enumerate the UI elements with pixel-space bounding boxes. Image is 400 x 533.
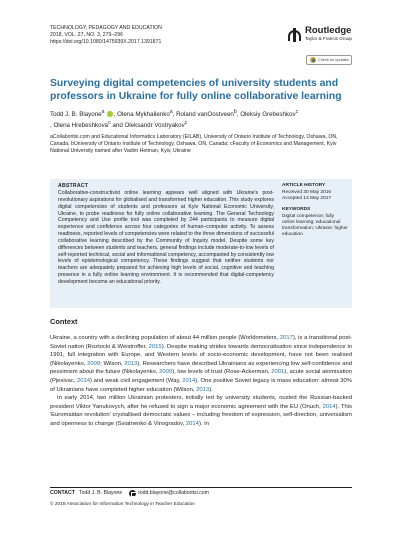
author-list (50, 108, 352, 130)
citation-link[interactable]: 2014 (185, 420, 199, 427)
keywords-heading: KEYWORDS (282, 207, 311, 213)
crossmark-icon (310, 57, 316, 63)
author-6-affil: c (184, 120, 188, 127)
citation-link[interactable]: 2009 (159, 369, 173, 376)
footer-divider (50, 487, 352, 488)
citation-link[interactable]: 2017 (279, 335, 293, 341)
author-1[interactable]: Todd J. B. Blayone (50, 111, 102, 119)
author-3[interactable]: , Roland vanOostveen (172, 111, 234, 119)
publisher-logo (287, 26, 352, 42)
article-history-heading: ARTICLE HISTORY (282, 183, 326, 188)
citation-link[interactable]: 2015 (148, 343, 162, 350)
paragraph-2: In early 2014, two million Ukrainian protesters, initially led by university students, ousted the Russian-backed president Viktor Yanukovych, after he refused to sign a major economic agreement with the EU (Onuch, 2014). This 'Euromaidan revolution' crystallised democratic values – including freedom of expression, self-direction, universalism and openness to change (Sviatnenko & Vinogradov, 2014). In (50, 395, 352, 427)
body-text (50, 334, 352, 429)
author-5-affil: c (108, 120, 111, 127)
publisher-name: Routledge (305, 25, 352, 36)
accepted-date: Accepted 13 May 2017 (282, 195, 332, 201)
affiliations: aCollaboritsi.com and Educational Informatics Laboratory (EILAB), University of Ontario Institute of Technology, Oshawa, ON, Canada; bUniversity of Ontario Institute of Technology, Oshawa, ON, Canada; cFaculty of Economics and Management, Kyiv National University named after Vadim Hetman, Kyiv, Ukraine (50, 134, 338, 154)
copyright-notice: © 2018 Association for Information Technology in Teacher Education (50, 502, 195, 507)
citation-link[interactable]: 2001 (271, 369, 285, 376)
citation-link[interactable]: 2014 (182, 377, 196, 384)
author-5[interactable]: , Olena Hrebeshkova (50, 122, 109, 130)
citation-link[interactable]: 2014 (322, 403, 336, 410)
doi-link[interactable]: https://doi.org/10.1080/1475939X.2017.1391871 (50, 39, 162, 45)
contact-name: Todd J. B. Blayone (78, 490, 123, 496)
citation-link[interactable]: 2013 (124, 360, 138, 367)
check-for-updates-button[interactable] (306, 55, 352, 65)
keywords-text: Digital competence; fully online learning; educational transformation; Ukraine; higher education (282, 213, 348, 238)
author-1-affil: a (101, 109, 105, 115)
abstract-panel (50, 179, 352, 308)
publisher-subtitle: Taylor & Francis Group (305, 36, 352, 41)
author-2-affil: a (169, 109, 173, 115)
journal-volume: 2018, VOL. 27, NO. 3, 279–296 (50, 32, 123, 38)
citation-link[interactable]: 2014 (77, 377, 91, 384)
article-meta-sidebar (282, 183, 348, 239)
author-6[interactable]: and Oleksandr Vostryakov (110, 122, 185, 130)
contact-label: CONTACT (50, 490, 75, 496)
section-heading-context: Context (50, 317, 78, 326)
abstract-heading: ABSTRACT (58, 183, 89, 189)
journal-header (50, 25, 260, 46)
contact-email[interactable]: todd.blayone@collaboritsi.com (138, 490, 209, 496)
paragraph-1: Ukraine, a country with a declining population of about 44 million people (Worldometers, 2017), is a transitional post-Soviet nation (Roztocki & Weistroffer, 2015). Despite making strides towards democratisation since independence in 1991, full integration with Europe, and Western levels of socio-economic development, have not been realised (Nikolayenko, 2009; Wilson, 2013). Researchers have described Ukrainians as experiencing low self-confidence and pessimism about the future (Nikolayenko, 2009), low levels of trust (Rose-Ackerman, 2001), acute social atomisation (Pjesivac, 2014) and weak civil engagement (Way, 2014). One positive Soviet legacy is mass education: almost 30% of Ukrainians have completed higher education (Wilson, 2013). (50, 335, 353, 393)
check-for-updates-label: Check for updates (318, 58, 349, 62)
routledge-logo-icon (287, 27, 302, 42)
orcid-icon[interactable] (107, 111, 113, 117)
citation-link[interactable]: 2013 (196, 386, 210, 393)
email-icon (129, 490, 136, 497)
author-4-affil: c (295, 109, 299, 115)
article-title: Surveying digital competencies of university students and professors in Ukraine for fully online collaborative learning (50, 78, 342, 103)
received-date: Received 30 May 2016 (282, 189, 332, 195)
author-2[interactable]: , Olena Mykhailenko (113, 111, 170, 119)
author-4[interactable]: , Oleksiy Grebeshkov (236, 111, 296, 119)
author-3-affil: b (233, 109, 237, 115)
journal-name: TECHNOLOGY, PEDAGOGY AND EDUCATION (50, 25, 162, 31)
contact-line (50, 490, 209, 497)
citation-link[interactable]: 2009 (87, 360, 101, 367)
abstract-text: Collaborative-constructivist online learning appears well aligned with Ukraine's post-revolutionary aspirations for globalised and transformed higher education. This study explores digital competencies of students and professors at Kyiv National Economic University, Ukraine, to probe readiness for fully online collaborative learning. The General Technology Competency and Use profile tool was completed by 244 participants to measure digital experience and confidence across four categories of human–computer activity. To assess readiness, reported levels of competencies were related to the three dimensions of successful collaborative learning described by the Community of Inquiry model. Despite some key differences between students and teachers, general findings include moderate-to-low levels of self-reported technical, social and informational competency, accompanied by consistently low levels of epistemological competency. These findings suggest that neither students nor teachers are adequately prepared for achieving high levels of social, cognitive and teaching presence in a fully online learning environment. It is recommended that digital-competency development become an educational priority. (58, 190, 274, 285)
